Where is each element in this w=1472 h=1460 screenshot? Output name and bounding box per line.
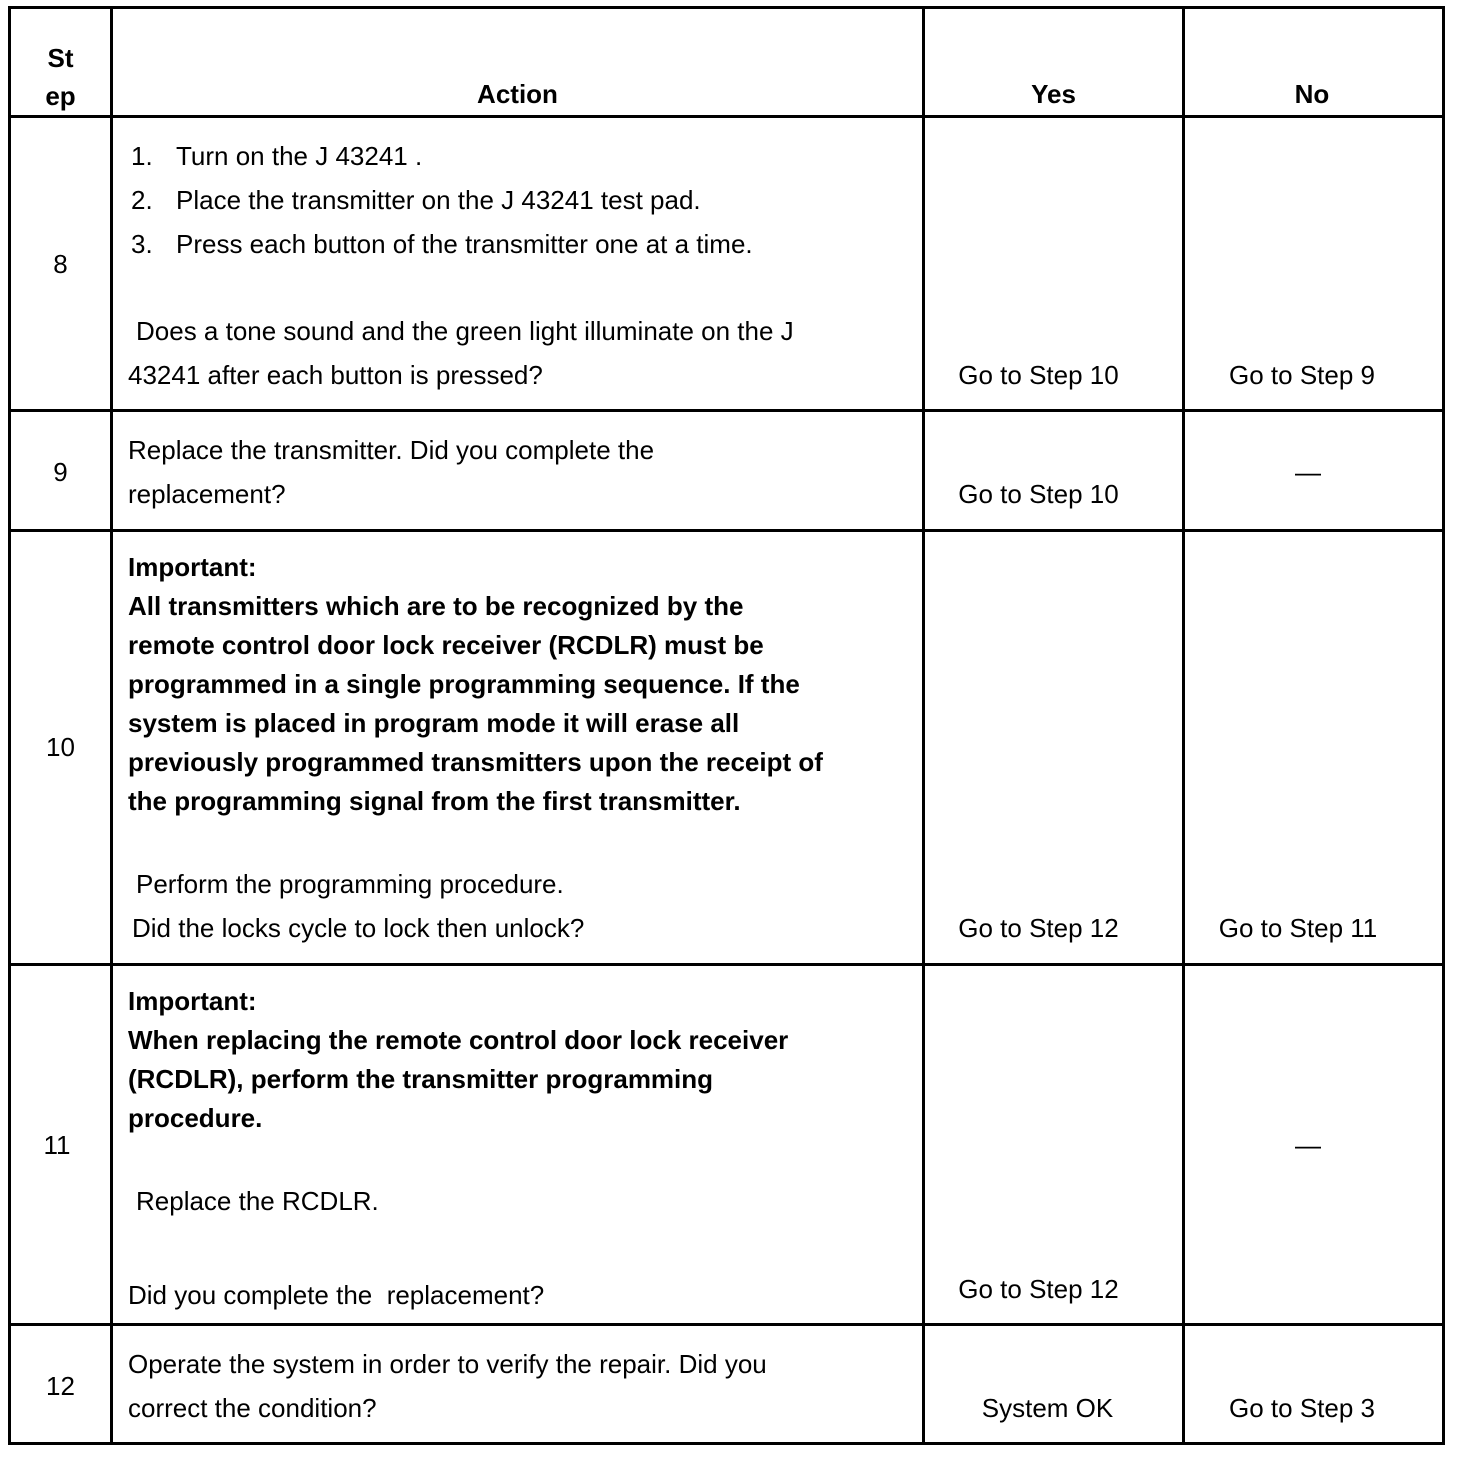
- step-number: 8: [53, 249, 68, 279]
- no-result: Go to Step 3: [1229, 1393, 1375, 1423]
- important-text: All transmitters which are to be recognized by the: [128, 591, 744, 621]
- column-divider: [110, 9, 113, 1442]
- action-text: Operate the system in order to verify the repair. Did you: [128, 1349, 767, 1379]
- yes-result: Go to Step 10: [958, 360, 1119, 390]
- row-divider: [11, 529, 1442, 532]
- no-result: Go to Step 11: [1218, 913, 1378, 943]
- action-text: correct the condition?: [128, 1393, 377, 1423]
- important-text: When replacing the remote control door lock receiver: [128, 1025, 789, 1055]
- list-item: Press each button of the transmitter one at a time.: [176, 229, 753, 259]
- row-divider: [11, 115, 1442, 118]
- column-divider: [922, 9, 925, 1442]
- row-divider: [11, 963, 1442, 966]
- row-divider: [11, 1323, 1442, 1326]
- step-number: 9: [53, 457, 68, 487]
- list-number: 2.: [131, 185, 153, 215]
- header-yes: Yes: [1031, 79, 1076, 109]
- no-result: Go to Step 9: [1229, 360, 1375, 390]
- instruction-text: Perform the programming procedure.: [136, 869, 564, 899]
- list-item: Turn on the J 43241 .: [176, 141, 423, 171]
- action-text: replacement?: [128, 479, 286, 509]
- yes-result: Go to Step 12: [958, 913, 1119, 943]
- important-text: remote control door lock receiver (RCDLR) must be: [128, 630, 764, 660]
- list-item: Place the transmitter on the J 43241 test pad.: [176, 185, 701, 215]
- header-action: Action: [477, 79, 558, 109]
- step-number: 11: [43, 1130, 71, 1160]
- question-text: Does a tone sound and the green light illuminate on the J: [136, 316, 794, 346]
- header-no: No: [1294, 79, 1330, 109]
- yes-result: Go to Step 10: [958, 479, 1119, 509]
- instruction-text: Replace the RCDLR.: [136, 1186, 379, 1216]
- yes-result: Go to Step 12: [958, 1274, 1119, 1304]
- step-number: 10: [46, 732, 75, 762]
- question-text: Did you complete the replacement?: [128, 1280, 545, 1310]
- important-text: the programming signal from the first transmitter.: [128, 786, 741, 816]
- column-divider: [1182, 9, 1185, 1442]
- important-text: previously programmed transmitters upon the receipt of: [128, 747, 823, 777]
- important-label: Important:: [128, 986, 257, 1016]
- important-text: system is placed in program mode it will erase all: [128, 708, 740, 738]
- list-number: 1.: [131, 141, 153, 171]
- important-text: programmed in a single programming sequence. If the: [128, 669, 800, 699]
- diagnostic-table: [8, 6, 1445, 1445]
- important-text: (RCDLR), perform the transmitter programming: [128, 1064, 714, 1094]
- list-number: 3.: [131, 229, 153, 259]
- no-result: —: [1295, 1130, 1321, 1160]
- question-text: Did the locks cycle to lock then unlock?: [132, 913, 585, 943]
- action-text: Replace the transmitter. Did you complete the: [128, 435, 655, 465]
- header-step: St ep: [45, 43, 76, 111]
- no-result: —: [1295, 457, 1321, 487]
- important-label: Important:: [128, 552, 257, 582]
- row-divider: [11, 409, 1442, 412]
- question-text: 43241 after each button is pressed?: [128, 360, 543, 390]
- yes-result: System OK: [981, 1393, 1114, 1423]
- step-number: 12: [46, 1371, 75, 1401]
- important-text: procedure.: [128, 1103, 263, 1133]
